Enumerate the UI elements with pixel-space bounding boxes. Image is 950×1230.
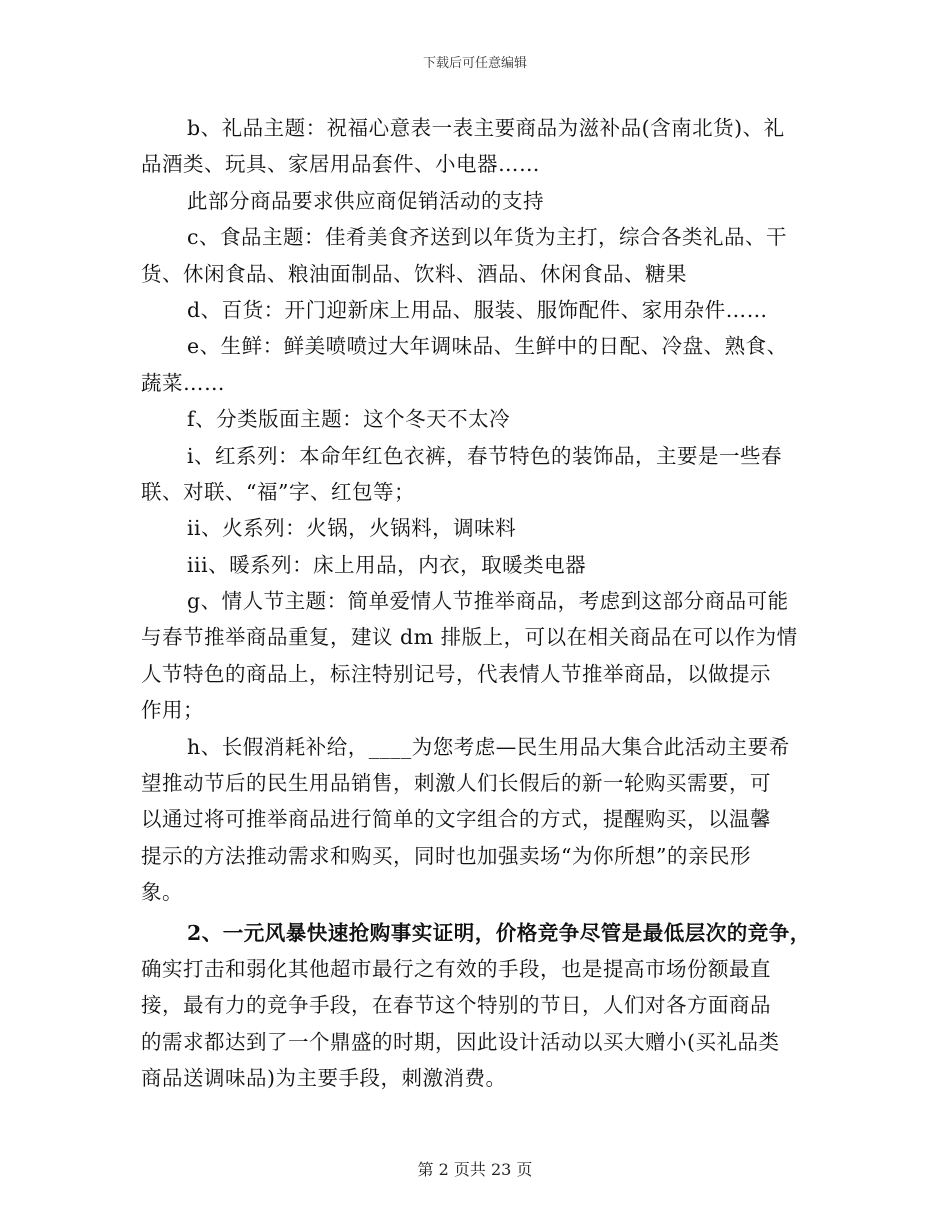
- text-line: 人节特色的商品上，标注特别记号，代表情人节推举商品，以做提示: [141, 661, 771, 686]
- text-line: ii、火系列：火锅，火锅料，调味料: [187, 516, 517, 541]
- page-footer: 第 2 页共 23 页: [417, 1160, 533, 1179]
- text-line: 的需求都达到了一个鼎盛的时期，因此设计活动以买大赠小(买礼品类: [141, 1029, 780, 1054]
- text-line: 与春节推举商品重复，建议 dm 排版上，可以在相关商品在可以作为情: [141, 625, 798, 650]
- text-line: 作用；: [141, 698, 204, 723]
- text-line: 望推动节后的民生用品销售，刺激人们长假后的新一轮购买需要，可: [141, 771, 771, 796]
- text-line: c、食品主题：佳肴美食齐送到以年货为主打，综合各类礼品、干: [187, 225, 787, 250]
- document-body: [141, 110, 809, 1097]
- text-line: iii、暖系列：床上用品，内衣，取暖类电器: [187, 552, 587, 577]
- text-line: 品酒类、玩具、家居用品套件、小电器……: [141, 152, 540, 177]
- text-line: 提示的方法推动需求和购买，同时也加强卖场“为你所想”的亲民形: [141, 843, 751, 868]
- text-line: 确实打击和弱化其他超市最行之有效的手段，也是提高市场份额最直: [141, 956, 771, 981]
- text-line: 象。: [141, 880, 183, 905]
- text-line: i、红系列：本命年红色衣裤，春节特色的装饰品，主要是一些春: [187, 443, 783, 468]
- text-line: 以通过将可推举商品进行简单的文字组合的方式，提醒购买，以温馨: [141, 807, 771, 832]
- text-line: 接，最有力的竞争手段，在春节这个特别的节日，人们对各方面商品: [141, 993, 771, 1018]
- text-line: e、生鲜：鲜美喷喷过大年调味品、生鲜中的日配、冷盘、熟食、: [187, 334, 788, 359]
- text-line: d、百货：开门迎新床上用品、服装、服饰配件、家用杂件……: [187, 297, 768, 322]
- text-line: b、礼品主题：祝福心意表一表主要商品为滋补品(含南北货)、礼: [187, 116, 785, 140]
- text-line: 货、休闲食品、粮油面制品、饮料、酒品、休闲食品、糖果: [141, 261, 687, 286]
- page-header: 下载后可任意编辑: [422, 56, 527, 71]
- text-line: 商品送调味品)为主要手段，刺激消费。: [141, 1066, 507, 1091]
- text-line: f、分类版面主题：这个冬天不太冷: [187, 407, 511, 432]
- text-line: 联、对联、“福”字、红包等；: [141, 479, 415, 504]
- text-line: 此部分商品要求供应商促销活动的支持: [187, 188, 544, 213]
- text-line: 蔬菜……: [141, 370, 225, 395]
- text-line: g、情人节主题：简单爱情人节推举商品，考虑到这部分商品可能: [187, 589, 789, 614]
- text-line: h、长假消耗补给，____为您考虑—民生用品大集合此活动主要希: [187, 734, 790, 759]
- section-heading-line: 2、一元风暴快速抢购事实证明，价格竞争尽管是最低层次的竞争，: [187, 920, 811, 945]
